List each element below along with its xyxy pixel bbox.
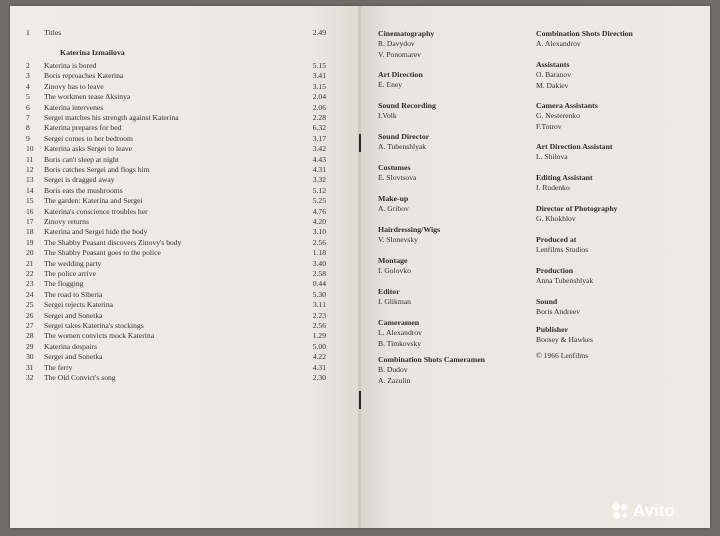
credit-block — [536, 141, 613, 163]
track-duration: 5.30 — [312, 289, 326, 299]
credit-name: F.Totrov — [536, 121, 562, 131]
track-number: 3 — [26, 71, 30, 81]
track-title: The ferry — [44, 362, 73, 372]
track-title: Katerina asks Sergei to leave — [44, 144, 132, 154]
track-number: 21 — [26, 258, 34, 268]
track-duration: 3.42 — [312, 144, 326, 154]
track-duration: 2.56 — [312, 237, 326, 247]
track-number: 22 — [26, 269, 34, 278]
credit-name: O. Baranov — [536, 70, 572, 79]
track-title: The police arrive — [44, 269, 96, 278]
credit-role: Editing Assistant — [536, 173, 593, 182]
track-number: 28 — [26, 331, 34, 341]
track-number: 27 — [26, 321, 34, 330]
staple-top — [359, 134, 361, 152]
track-duration: 2.49 — [312, 28, 326, 37]
credit-role: Combination Shots Cameramen — [378, 355, 485, 364]
track-number: 16 — [26, 206, 34, 216]
track-title: The workmen tease Aksinya — [44, 92, 131, 102]
track-row — [26, 122, 326, 133]
track-row — [26, 81, 326, 92]
credit-name: V. Ponomarev — [378, 49, 421, 59]
credit-role: Hairdressing/Wigs — [378, 225, 441, 234]
credit-name: L. Alexandrov — [378, 328, 422, 337]
credit-block — [378, 28, 434, 60]
track-number: 4 — [26, 81, 30, 91]
track-title: Katerina is bored — [44, 61, 97, 70]
track-number: 20 — [26, 248, 34, 258]
credit-role: Sound Director — [378, 132, 430, 141]
track-duration: 3.11 — [312, 300, 326, 310]
track-row — [26, 226, 326, 237]
track-row — [26, 372, 326, 383]
credit-name: V. Slonevsky — [378, 235, 418, 244]
track-duration: 6.32 — [312, 123, 326, 133]
track-number: 15 — [26, 196, 34, 206]
credit-role: Director of Photography — [536, 204, 618, 213]
copyright — [536, 351, 588, 362]
track-row — [26, 216, 326, 227]
credit-block — [536, 100, 598, 132]
track-number: 7 — [26, 113, 30, 122]
track-number: 5 — [26, 92, 30, 102]
track-number: 23 — [26, 279, 34, 289]
credit-name: I. Golovko — [378, 266, 411, 275]
track-title: The women convicts mock Katerina — [44, 331, 155, 341]
credit-name: G. Nesterenko — [536, 111, 580, 120]
staple-bottom — [359, 391, 361, 409]
track-row — [26, 237, 326, 248]
track-title: The road to Siberia — [44, 289, 103, 299]
track-title: The Shabby Peasant discovers Zinovy's body — [44, 237, 182, 247]
track-title: Sergei and Sonetka — [44, 310, 103, 320]
right-page — [360, 6, 710, 528]
track-number: 26 — [26, 310, 34, 320]
credit-role: Produced at — [536, 235, 577, 244]
left-page — [10, 6, 360, 528]
credit-block — [378, 224, 440, 246]
track-title: The Old Convict's song — [44, 373, 116, 382]
credit-role: Costumes — [378, 163, 411, 172]
track-duration: 3.32 — [312, 175, 326, 185]
credit-name: I. Rudenko — [536, 183, 570, 192]
booklet-spread — [10, 6, 710, 528]
credit-block — [536, 59, 571, 91]
track-title: Sergei rejects Katerina — [44, 300, 114, 310]
credit-block — [378, 69, 423, 91]
track-row — [26, 268, 326, 279]
credit-role: Assistants — [536, 60, 570, 69]
track-duration: 5.15 — [312, 61, 326, 70]
track-title: Sergei comes to her bedroom — [44, 133, 133, 143]
track-row — [26, 299, 326, 310]
track-title: The flogging — [44, 279, 84, 289]
track-row — [26, 112, 326, 123]
track-title: Sergei takes Katerina's stockings — [44, 321, 144, 330]
track-duration: 4.43 — [312, 154, 326, 164]
track-number: 31 — [26, 362, 34, 372]
track-duration: 1.29 — [312, 331, 326, 341]
track-duration: 4.76 — [312, 206, 326, 216]
track-duration: 5.25 — [312, 196, 326, 206]
track-duration: 2.58 — [312, 269, 326, 278]
credit-name: G. Khokhlov — [536, 214, 576, 223]
track-row — [26, 247, 326, 258]
credit-name: E. Eney — [378, 80, 403, 89]
credit-block — [536, 203, 618, 225]
credit-block — [378, 286, 411, 308]
credit-block — [378, 255, 411, 277]
credit-role: Combination Shots Direction — [536, 29, 633, 38]
track-duration: 2.56 — [312, 321, 326, 330]
avito-dots-icon — [612, 503, 630, 521]
track-row — [26, 362, 326, 373]
track-title: Zinovy has to leave — [44, 81, 104, 91]
track-row — [26, 341, 326, 352]
track-duration: 4.20 — [312, 217, 326, 226]
track-title: Katerina and Sergei hide the body — [44, 227, 148, 237]
track-row — [26, 60, 326, 71]
credit-block — [536, 28, 633, 50]
track-title: Katerina's conscience troubles her — [44, 206, 148, 216]
track-number: 13 — [26, 175, 34, 185]
track-duration: 4.31 — [312, 362, 326, 372]
credit-role: Art Direction — [378, 70, 423, 79]
credit-block — [378, 100, 436, 122]
credit-block — [378, 162, 416, 184]
track-title: Sergei is dragged away — [44, 175, 115, 185]
track-number: 2 — [26, 61, 30, 70]
track-title: Zinovy returns — [44, 217, 89, 226]
act-heading: Katerina Izmailova — [60, 48, 125, 57]
track-duration: 0.44 — [312, 279, 326, 289]
track-title: The wedding party — [44, 258, 102, 268]
credit-name: Anna Tubenshlyak — [536, 276, 594, 285]
track-row — [26, 143, 326, 154]
track-duration: 2.06 — [312, 102, 326, 112]
credit-block — [536, 172, 593, 194]
credit-name: Boris Andreev — [536, 307, 581, 316]
track-number: 18 — [26, 227, 34, 237]
credit-role: Editor — [378, 287, 400, 296]
credit-block — [378, 317, 422, 349]
credit-role: Cinematography — [378, 29, 435, 38]
copyright-text: © 1966 Lenfilms — [536, 351, 589, 360]
track-duration: 2.28 — [312, 113, 326, 122]
track-row — [26, 91, 326, 102]
track-row — [26, 70, 326, 81]
credit-block — [378, 193, 409, 215]
credit-block — [536, 265, 593, 287]
credit-role: Sound — [536, 297, 558, 306]
track-title: Katerina despairs — [44, 341, 97, 351]
credit-name: L. Shilova — [536, 152, 568, 161]
track-number: 19 — [26, 237, 34, 247]
credit-role: Make-up — [378, 194, 409, 203]
track-title: Sergei and Sonetka — [44, 352, 103, 362]
track-duration: 3.41 — [312, 71, 326, 81]
credit-block — [536, 234, 588, 256]
track-title: Boris can't sleep at night — [44, 154, 119, 164]
track-row — [26, 27, 326, 38]
credit-name: Boosey & Hawkes — [536, 335, 593, 344]
credit-name: B. Dudov — [378, 365, 408, 374]
track-number: 9 — [26, 133, 30, 143]
track-title: Katerina prepares for bed — [44, 123, 122, 133]
track-row — [26, 133, 326, 144]
track-row — [26, 185, 326, 196]
credit-name: I. Glikman — [378, 297, 411, 306]
track-duration: 3.10 — [312, 227, 326, 237]
track-number: 29 — [26, 341, 34, 351]
track-number: 32 — [26, 373, 34, 382]
track-title: The garden: Katerina and Sergei — [44, 196, 143, 206]
credit-name: A. Zazulin — [378, 375, 411, 385]
track-duration: 2.04 — [312, 92, 326, 102]
track-duration: 4.22 — [312, 352, 326, 362]
track-row — [26, 102, 326, 113]
track-row — [26, 351, 326, 362]
spine-fold — [358, 6, 361, 528]
track-duration: 2.23 — [312, 310, 326, 320]
track-row — [26, 164, 326, 175]
track-number: 25 — [26, 300, 34, 310]
credit-block — [378, 131, 429, 153]
credit-name: E. Slovtsova — [378, 173, 417, 182]
credit-role: Production — [536, 266, 574, 275]
track-title: Titles — [44, 28, 62, 37]
credit-name: M. Dakiev — [536, 80, 569, 90]
track-row — [26, 174, 326, 185]
track-row — [26, 195, 326, 206]
track-number: 6 — [26, 102, 30, 112]
credit-role: Montage — [378, 256, 408, 265]
credit-name: A. Tubenshlyak — [378, 142, 427, 151]
track-duration: 3.15 — [312, 81, 326, 91]
track-title: The Shabby Peasant goes to the police — [44, 248, 161, 258]
credit-block — [536, 296, 580, 318]
track-title: Boris eats the mushrooms — [44, 185, 123, 195]
track-title: Boris reproaches Katerina — [44, 71, 124, 81]
track-number: 1 — [26, 28, 30, 37]
track-row — [26, 320, 326, 331]
credit-block — [536, 324, 593, 346]
track-duration: 4.31 — [312, 165, 326, 174]
track-row — [26, 154, 326, 165]
credit-name: R. Davydov — [378, 39, 415, 48]
credit-role: Sound Recording — [378, 101, 436, 110]
watermark-text: Avito — [633, 501, 675, 520]
credit-name: A. Gribov — [378, 204, 409, 213]
credit-role: Cameramen — [378, 318, 420, 327]
track-row — [26, 278, 326, 289]
track-number: 24 — [26, 289, 34, 299]
track-row — [26, 258, 326, 269]
track-number: 17 — [26, 217, 34, 226]
track-title: Boris catches Sergei and flogs him — [44, 165, 150, 174]
credit-name: A. Alexandrov — [536, 39, 581, 48]
track-duration: 1.18 — [312, 248, 326, 258]
track-number: 10 — [26, 144, 34, 154]
track-title: Katerina intervenes — [44, 102, 104, 112]
track-row — [26, 206, 326, 217]
credit-role: Camera Assistants — [536, 101, 598, 110]
track-duration: 3.17 — [312, 133, 326, 143]
track-number: 8 — [26, 123, 30, 133]
track-row — [26, 330, 326, 341]
track-row — [26, 289, 326, 300]
track-duration: 5.00 — [312, 341, 326, 351]
track-number: 12 — [26, 165, 34, 174]
credit-name: B. Timkovsky — [378, 338, 422, 348]
track-number: 11 — [26, 154, 34, 164]
track-number: 30 — [26, 352, 34, 362]
track-row — [26, 310, 326, 321]
credit-role: Publisher — [536, 325, 569, 334]
track-duration: 3.40 — [312, 258, 326, 268]
watermark-logo — [612, 500, 712, 522]
credit-role: Art Direction Assistant — [536, 142, 613, 151]
track-title: Sergei matches his strength against Katerina — [44, 113, 179, 122]
credit-name: Lenfilms Studios — [536, 245, 589, 254]
track-duration: 2.30 — [312, 373, 326, 382]
credit-name: I.Volk — [378, 111, 397, 120]
credit-block — [378, 354, 485, 386]
track-duration: 5.12 — [312, 185, 326, 195]
track-number: 14 — [26, 185, 34, 195]
